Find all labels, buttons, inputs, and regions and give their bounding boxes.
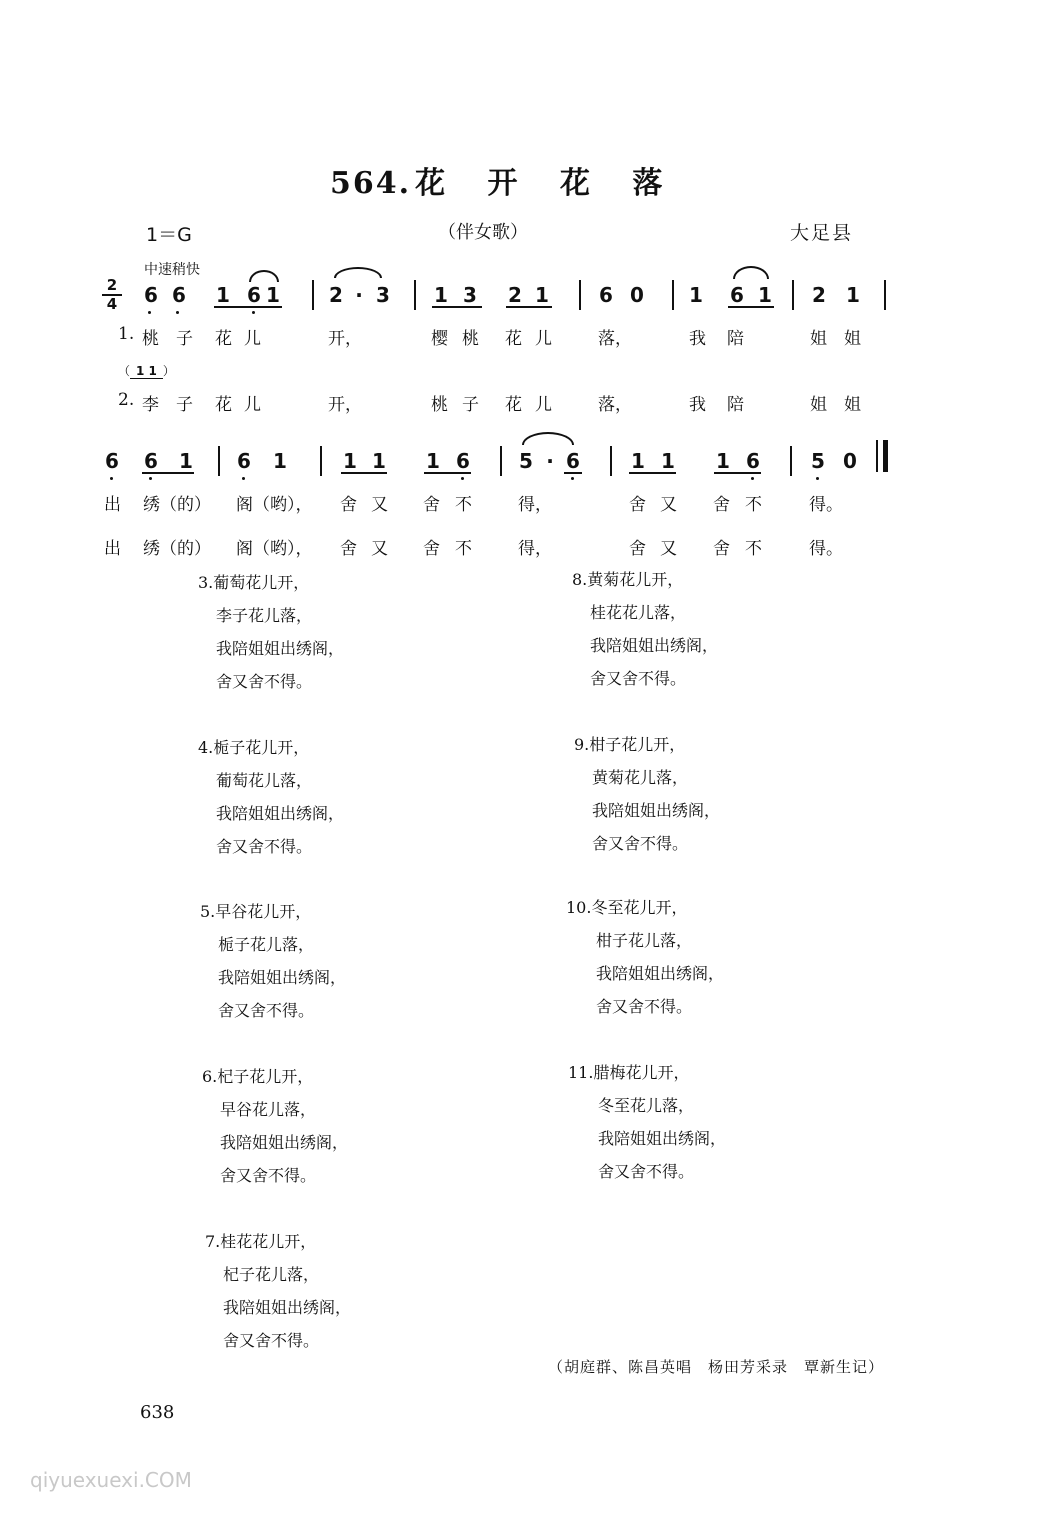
final-barline-thick (883, 440, 888, 472)
octave-dot (148, 311, 151, 314)
time-signature-top: 2 (106, 276, 118, 294)
stanza-line-text: 柑子花儿开， (589, 735, 686, 754)
note: 6 (599, 283, 613, 307)
barline (414, 280, 416, 310)
watermark: qiyuexuexi.COM (30, 1468, 192, 1492)
stanza-number: 11. (568, 1063, 594, 1082)
lyric: 花 (215, 329, 232, 349)
verse-number: 2. (118, 390, 135, 410)
lyric: 又 (660, 539, 677, 559)
stanza-line: 舍又舍不得。 (216, 837, 313, 856)
barline (792, 280, 794, 310)
lyric: 儿 (535, 329, 552, 349)
lyric: 舍 (340, 495, 357, 515)
stanza-line-text: 杞子花儿开， (217, 1067, 314, 1086)
lyric: 舍 (629, 495, 646, 515)
note: 0 (630, 283, 644, 307)
stanza-line-text: 葡萄花儿开， (213, 573, 310, 592)
lyric: 绣（的） (143, 495, 211, 515)
stanza-line-text: 桂花花儿开， (220, 1232, 317, 1251)
stanza-number: 10. (566, 898, 592, 917)
lyric: 姐 (810, 329, 827, 349)
lyric: 落， (598, 395, 632, 415)
stanza-line: 舍又舍不得。 (592, 834, 689, 853)
lyric: 我 (689, 329, 706, 349)
beam (728, 306, 774, 308)
note: 1 (434, 283, 448, 307)
note: 1 (179, 449, 193, 473)
alt-notes-text: 1 1 (130, 364, 163, 379)
beam (142, 472, 194, 474)
note: 6 (566, 449, 580, 473)
stanza-line: 葡萄花儿落， (216, 771, 313, 790)
note: 1 (535, 283, 549, 307)
stanza-line: 栀子花儿落， (218, 935, 315, 954)
octave-dot (110, 477, 113, 480)
note: 1 (266, 283, 280, 307)
note: 6 (746, 449, 760, 473)
stanza-number: 6. (202, 1067, 218, 1086)
stanza-7 (205, 1225, 351, 1357)
stanza-line: 我陪姐姐出绣阁， (216, 639, 345, 658)
tempo-marking: 中速稍快 (144, 262, 200, 278)
stanza-number: 4. (198, 738, 214, 757)
lyric: 子 (462, 395, 479, 415)
stanza-line-text: 早谷花儿开， (215, 902, 312, 921)
lyric: 姐 (810, 395, 827, 415)
stanza-6 (202, 1060, 348, 1192)
time-signature (102, 278, 122, 312)
alt-open-paren: （ (118, 364, 131, 378)
song-title-text: 花 开 花 落 (415, 166, 679, 201)
lyric: 陪 (727, 329, 744, 349)
stanza-4 (198, 731, 344, 863)
beam (564, 472, 582, 474)
stanza-line: 黄菊花儿落， (592, 768, 689, 787)
note: 1 (758, 283, 772, 307)
octave-dot (176, 311, 179, 314)
note: 1 (426, 449, 440, 473)
stanza-line (572, 563, 718, 596)
lyric: 阁（哟）， (236, 539, 313, 559)
lyric: 舍 (629, 539, 646, 559)
note: 2 (329, 283, 343, 307)
alternate-notes (118, 362, 175, 379)
lyric: 不 (455, 495, 472, 515)
octave-dot (149, 477, 152, 480)
stanza-number: 5. (200, 902, 216, 921)
stanza-3 (198, 566, 344, 698)
lyric: 子 (176, 329, 193, 349)
note: 6 (730, 283, 744, 307)
lyric: 开， (328, 329, 362, 349)
beam (214, 306, 282, 308)
slur (733, 266, 769, 279)
barline (312, 280, 314, 310)
stanza-line (574, 728, 720, 761)
slur (249, 270, 279, 282)
stanza-line: 舍又舍不得。 (220, 1166, 317, 1185)
octave-dot (242, 477, 245, 480)
barline (320, 446, 322, 476)
stanza-line: 舍又舍不得。 (590, 669, 687, 688)
stanza-11 (568, 1056, 726, 1188)
beam (424, 472, 471, 474)
stanza-line: 冬至花儿落， (598, 1096, 695, 1115)
stanza-line-text: 腊梅花儿开， (593, 1063, 690, 1082)
note: 1 (846, 283, 860, 307)
note: 6 (247, 283, 261, 307)
alt-close-paren: ） (162, 364, 175, 378)
barline (579, 280, 581, 310)
lyric: 阁（哟）， (236, 495, 313, 515)
time-signature-bottom: 4 (106, 295, 118, 313)
barline (790, 446, 792, 476)
stanza-line (198, 566, 344, 599)
beam (341, 472, 387, 474)
note: 1 (216, 283, 230, 307)
stanza-line: 我陪姐姐出绣阁， (590, 636, 719, 655)
stanza-number: 7. (205, 1232, 221, 1251)
lyric: 樱 (431, 329, 448, 349)
note: 5 (519, 449, 533, 473)
final-barline-thin (876, 440, 878, 472)
verse-number: 1. (118, 324, 135, 344)
stanza-line: 我陪姐姐出绣阁， (592, 801, 721, 820)
lyric: 出 (104, 495, 121, 515)
stanza-line: 柑子花儿落， (596, 931, 693, 950)
song-subtitle: （伴女歌） (438, 222, 528, 243)
stanza-number: 8. (572, 570, 588, 589)
stanza-line: 我陪姐姐出绣阁， (220, 1133, 349, 1152)
stanza-line: 舍又舍不得。 (218, 1001, 315, 1020)
lyric: 桃 (431, 395, 448, 415)
lyric: 开， (328, 395, 362, 415)
lyric: 桃 (462, 329, 479, 349)
lyric: 花 (505, 329, 522, 349)
page-number: 638 (140, 1402, 175, 1423)
note: 3 (463, 283, 477, 307)
stanza-line (566, 891, 724, 924)
stanza-line: 我陪姐姐出绣阁， (218, 968, 347, 987)
key-signature: 1＝G (146, 224, 192, 246)
stanza-line (205, 1225, 351, 1258)
lyric: 不 (745, 539, 762, 559)
stanza-number: 3. (198, 573, 214, 592)
barline (218, 446, 220, 476)
lyric: 姐 (844, 395, 861, 415)
stanza-line: 李子花儿落， (216, 606, 313, 625)
lyric: 得， (518, 539, 552, 559)
lyric: 舍 (423, 495, 440, 515)
stanza-line: 舍又舍不得。 (216, 672, 313, 691)
stanza-line: 舍又舍不得。 (598, 1162, 695, 1181)
lyric: 得。 (809, 495, 843, 515)
song-title (330, 158, 678, 202)
note: 6 (144, 449, 158, 473)
note: 6 (456, 449, 470, 473)
slur (334, 267, 382, 278)
stanza-line: 我陪姐姐出绣阁， (223, 1298, 352, 1317)
lyric: 舍 (713, 495, 730, 515)
lyric: 儿 (244, 329, 261, 349)
octave-dot (461, 477, 464, 480)
lyric: 又 (371, 495, 388, 515)
lyric: 儿 (244, 395, 261, 415)
note: 1 (343, 449, 357, 473)
stanza-line: 我陪姐姐出绣阁， (216, 804, 345, 823)
stanza-8 (572, 563, 718, 695)
stanza-number: 9. (574, 735, 590, 754)
stanza-line (198, 731, 344, 764)
lyric: 又 (660, 495, 677, 515)
stanza-line-text: 黄菊花儿开， (587, 570, 684, 589)
lyric: 舍 (340, 539, 357, 559)
octave-dot (751, 477, 754, 480)
lyric: 又 (371, 539, 388, 559)
stanza-line: 我陪姐姐出绣阁， (596, 964, 725, 983)
lyric: 我 (689, 395, 706, 415)
stanza-line: 杞子花儿落， (223, 1265, 320, 1284)
stanza-line: 桂花花儿落， (590, 603, 687, 622)
stanza-line-text: 栀子花儿开， (213, 738, 310, 757)
lyric: 桃 (142, 329, 159, 349)
stanza-line: 早谷花儿落， (220, 1100, 317, 1119)
lyric: 舍 (713, 539, 730, 559)
lyric: 陪 (727, 395, 744, 415)
beam (432, 306, 482, 308)
song-number: 564. (330, 166, 412, 201)
note: 1 (716, 449, 730, 473)
note: 1 (273, 449, 287, 473)
note: 1 (631, 449, 645, 473)
stanza-5 (200, 895, 346, 1027)
lyric: 落， (598, 329, 632, 349)
stanza-line (202, 1060, 348, 1093)
octave-dot (571, 477, 574, 480)
lyric: 儿 (535, 395, 552, 415)
note: 5 (811, 449, 825, 473)
song-region: 大足县 (790, 222, 854, 244)
barline (500, 446, 502, 476)
note: 1 (689, 283, 703, 307)
beam (629, 472, 676, 474)
beam (506, 306, 552, 308)
lyric: 得。 (809, 539, 843, 559)
note: 2 (812, 283, 826, 307)
note: 1 (661, 449, 675, 473)
note: 6 (144, 283, 158, 307)
octave-dot (252, 311, 255, 314)
note: 1 (372, 449, 386, 473)
slur (522, 432, 574, 445)
note: 0 (843, 449, 857, 473)
lyric: 姐 (844, 329, 861, 349)
stanza-line-text: 冬至花儿开， (591, 898, 688, 917)
lyric: 不 (745, 495, 762, 515)
lyric: 舍 (423, 539, 440, 559)
stanza-line (200, 895, 346, 928)
note: 6 (237, 449, 251, 473)
note: 2 (508, 283, 522, 307)
barline (610, 446, 612, 476)
note: 6 (172, 283, 186, 307)
stanza-line: 我陪姐姐出绣阁， (598, 1129, 727, 1148)
note: · (355, 283, 363, 307)
barline (672, 280, 674, 310)
note: 6 (105, 449, 119, 473)
beam (714, 472, 761, 474)
stanza-line (568, 1056, 726, 1089)
stanza-line: 舍又舍不得。 (596, 997, 693, 1016)
note: · (546, 449, 554, 473)
lyric: 花 (215, 395, 232, 415)
stanza-line: 舍又舍不得。 (223, 1331, 320, 1350)
stanza-9 (574, 728, 720, 860)
lyric: 花 (505, 395, 522, 415)
credits: （胡庭群、陈昌英唱 杨田芳采录 覃新生记） (548, 1358, 885, 1376)
lyric: 子 (176, 395, 193, 415)
note: 3 (376, 283, 390, 307)
lyric: 李 (142, 395, 159, 415)
stanza-10 (566, 891, 724, 1023)
barline (884, 280, 886, 310)
lyric: 出 (104, 539, 121, 559)
octave-dot (816, 477, 819, 480)
lyric: 不 (455, 539, 472, 559)
lyric: 绣（的） (143, 539, 211, 559)
lyric: 得， (518, 495, 552, 515)
